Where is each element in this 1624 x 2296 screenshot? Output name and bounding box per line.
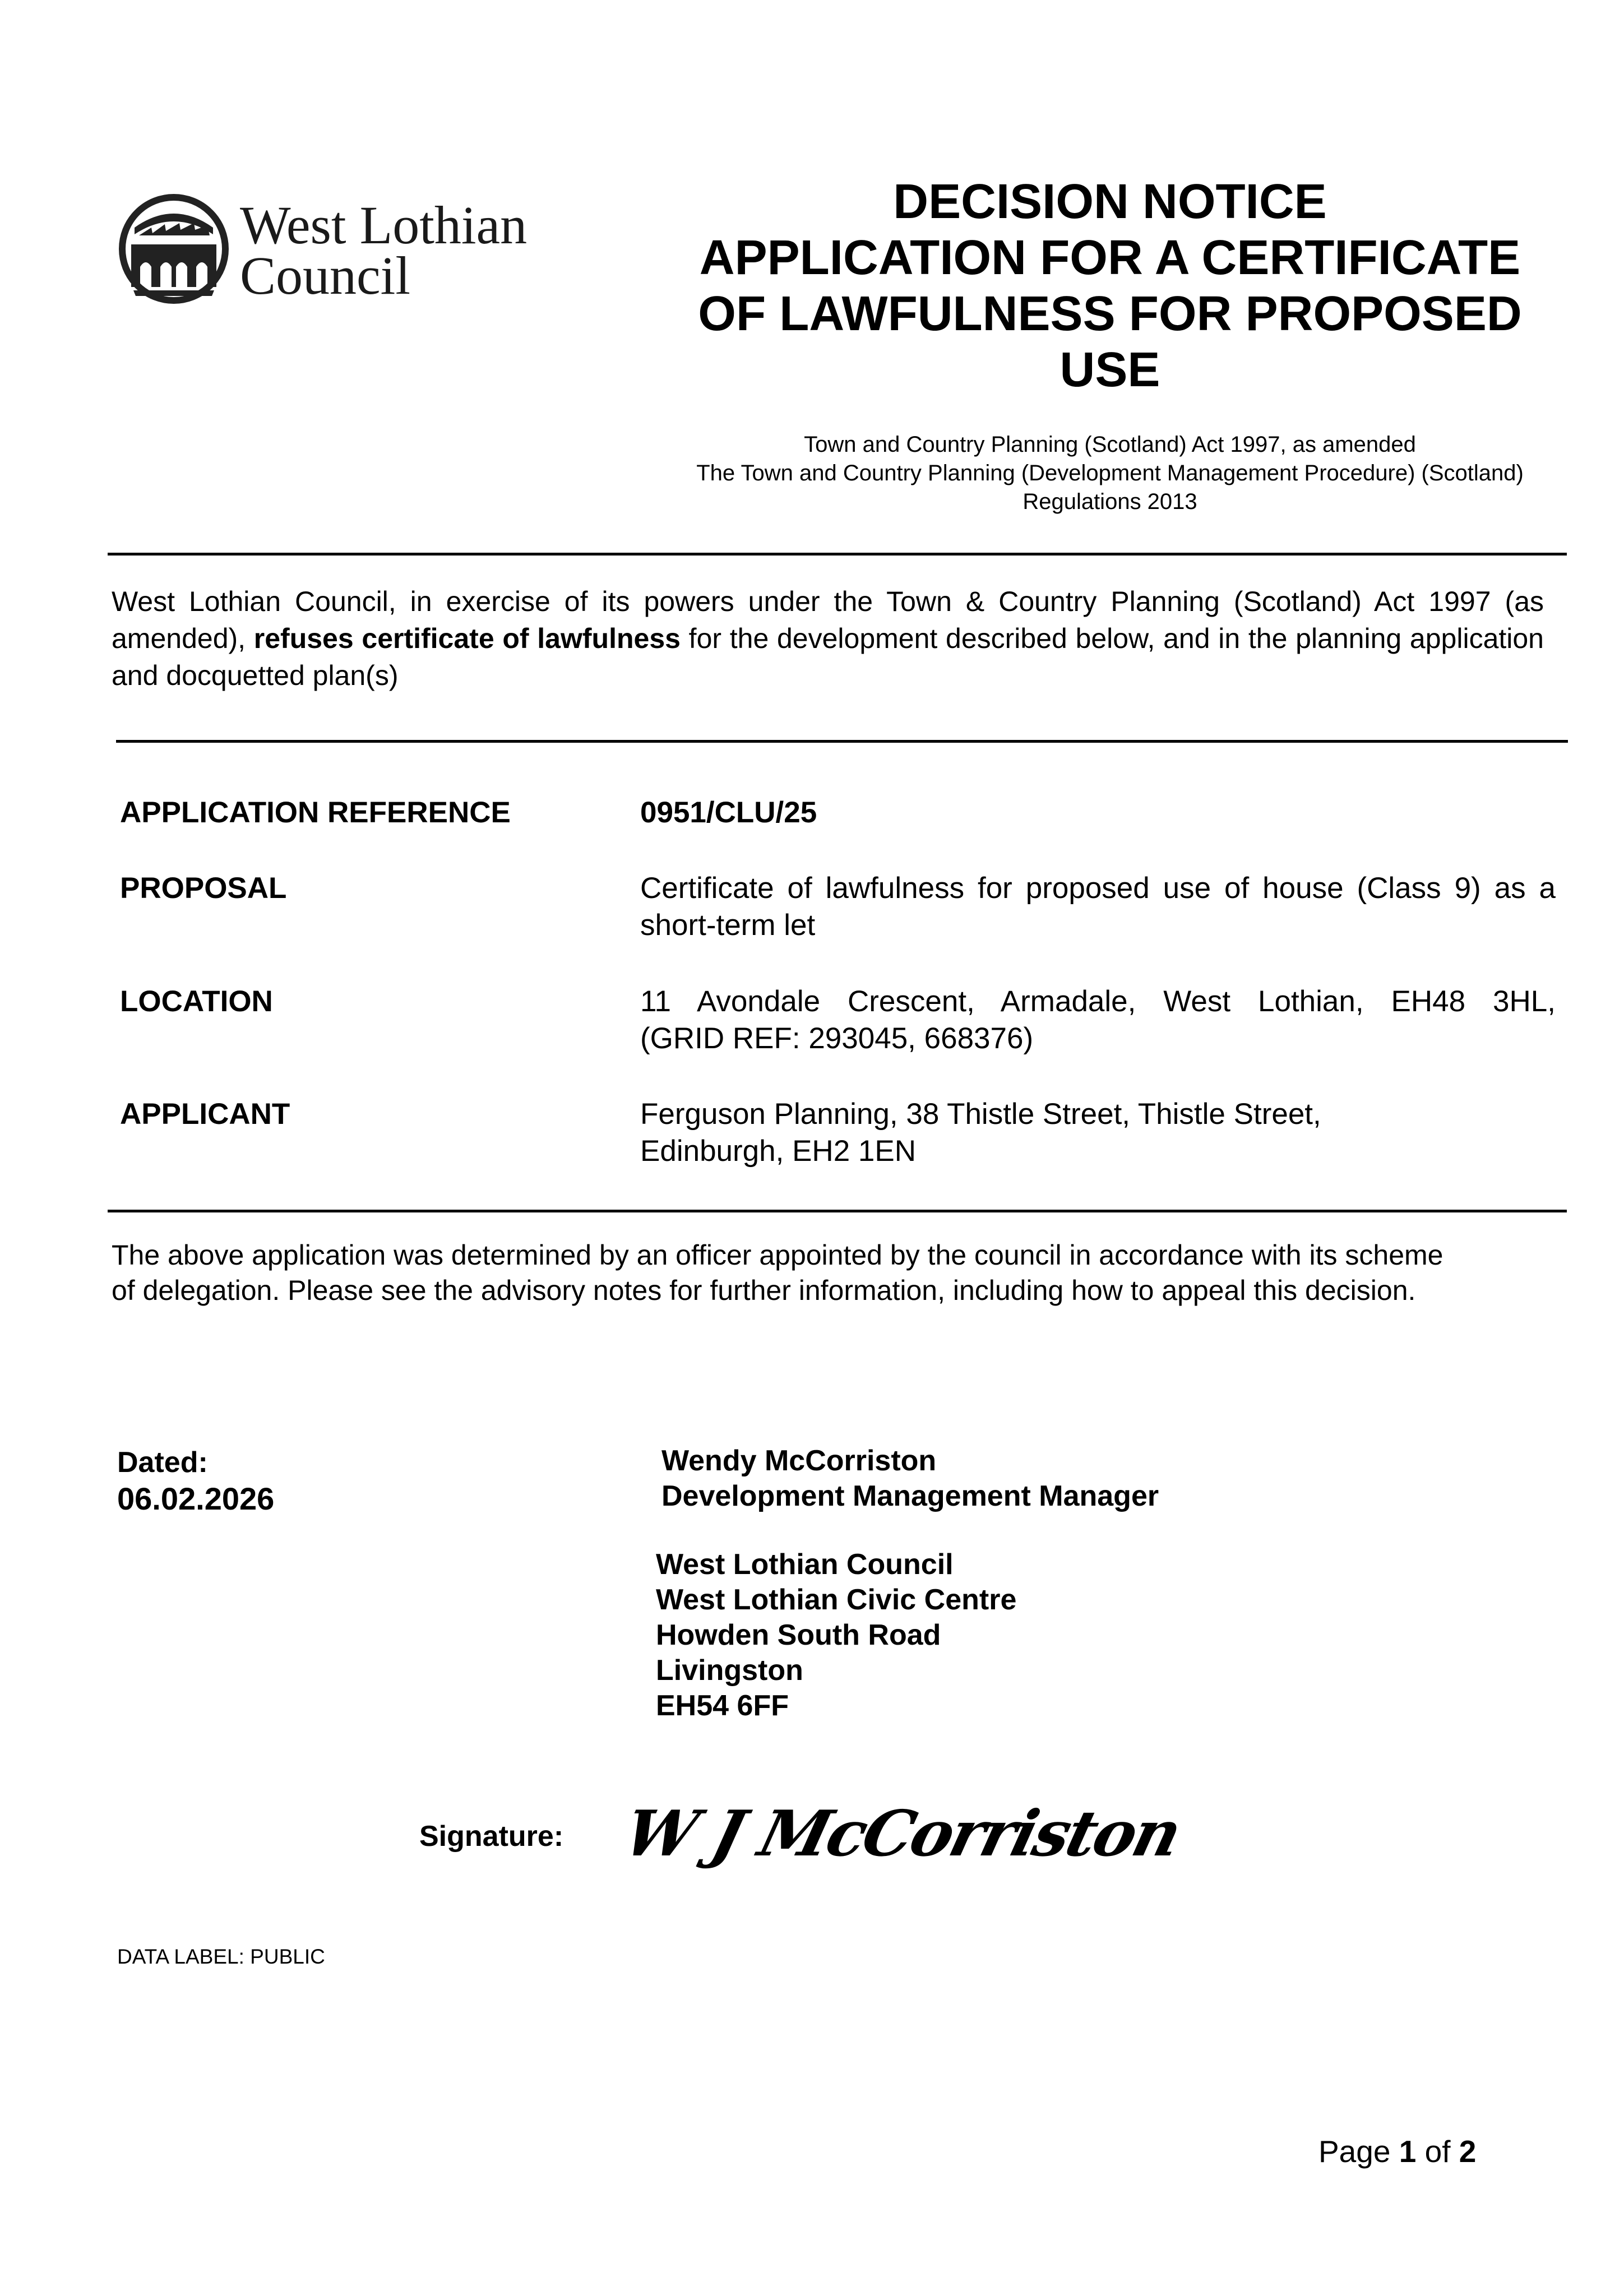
delegation-line-2: of delegation. Please see the advisory notes for further information, including how to appeal this decision. xyxy=(112,1275,1416,1306)
legislation-line-2: The Town and Country Planning (Development Management Procedure) (Scotland) xyxy=(696,461,1524,485)
applicant-label: APPLICANT xyxy=(120,1098,290,1131)
address-line-5: EH54 6FF xyxy=(656,1689,789,1722)
address-line-1: West Lothian Council xyxy=(656,1548,954,1581)
viaduct-emblem-icon xyxy=(118,188,230,306)
location-line-2: (GRID REF: 293045, 668376) xyxy=(640,1022,1034,1055)
applicant-line-2: Edinburgh, EH2 1EN xyxy=(640,1135,917,1168)
page-of: of xyxy=(1424,2134,1451,2169)
handwritten-signature xyxy=(617,1777,1187,1892)
logo-wordmark-line1: West Lothian xyxy=(240,195,528,255)
title-line-1: DECISION NOTICE xyxy=(893,174,1327,229)
reference-value: 0951/CLU/25 xyxy=(640,796,817,829)
signature-label: Signature: xyxy=(419,1820,564,1853)
page-title xyxy=(639,174,1581,398)
council-address xyxy=(656,1547,1016,1724)
delegation-line-1: The above application was determined by an officer appointed by the council in accordance with its scheme xyxy=(112,1239,1443,1271)
applicant-value xyxy=(640,1096,1556,1170)
address-line-3: Howden South Road xyxy=(656,1619,941,1651)
decision-date: 06.02.2026 xyxy=(117,1481,275,1516)
divider xyxy=(108,553,1567,556)
signatory-name: Wendy McCorriston xyxy=(661,1445,937,1477)
location-line-1: 11 Avondale Crescent, Armadale, West Lothian, EH48 3HL, xyxy=(640,985,1556,1018)
council-logo xyxy=(118,188,566,312)
proposal-label: PROPOSAL xyxy=(120,872,287,905)
dated-label: Dated: xyxy=(117,1446,208,1479)
location-value xyxy=(640,983,1556,1057)
data-classification-label: DATA LABEL: PUBLIC xyxy=(117,1945,325,1968)
page-total: 2 xyxy=(1459,2134,1477,2169)
logo-wordmark-line2: Council xyxy=(240,246,410,305)
address-line-2: West Lothian Civic Centre xyxy=(656,1584,1017,1616)
signatory-title: Development Management Manager xyxy=(661,1480,1159,1512)
intro-text-after: for the development described below, and in the planning application and docquetted plan(s) xyxy=(112,623,1544,691)
decision-statement xyxy=(112,583,1544,694)
divider xyxy=(116,740,1568,743)
legislation-line-1: Town and Country Planning (Scotland) Act 1997, as amended xyxy=(804,432,1416,457)
title-line-3: OF LAWFULNESS FOR PROPOSED xyxy=(698,286,1522,341)
delegation-note xyxy=(112,1238,1547,1308)
decision-outcome: refuses certificate of lawfulness xyxy=(253,623,681,654)
reference-label: APPLICATION REFERENCE xyxy=(120,796,511,829)
divider xyxy=(108,1210,1567,1212)
applicant-line-1: Ferguson Planning, 38 Thistle Street, Thistle Street, xyxy=(640,1098,1321,1131)
title-line-4: USE xyxy=(1059,342,1160,397)
proposal-value: Certificate of lawfulness for proposed use of house (Class 9) as a short-term let xyxy=(640,872,1556,942)
intro-text-before: West Lothian Council, in exercise of its powers under the Town & Country Planning (Scotland) Act 1997 (as amended), xyxy=(112,586,1544,654)
svg-text:W J McCorriston: W J McCorriston xyxy=(617,1796,1187,1871)
signatory-block xyxy=(661,1443,1159,1514)
title-line-2: APPLICATION FOR A CERTIFICATE xyxy=(699,230,1521,285)
address-line-4: Livingston xyxy=(656,1654,803,1687)
page-number xyxy=(1318,2133,1476,2170)
page-prefix: Page xyxy=(1318,2134,1391,2169)
legislation-line-3: Regulations 2013 xyxy=(1022,489,1197,514)
legislation-reference xyxy=(639,430,1581,516)
location-label: LOCATION xyxy=(120,985,273,1018)
page-current: 1 xyxy=(1399,2134,1417,2169)
